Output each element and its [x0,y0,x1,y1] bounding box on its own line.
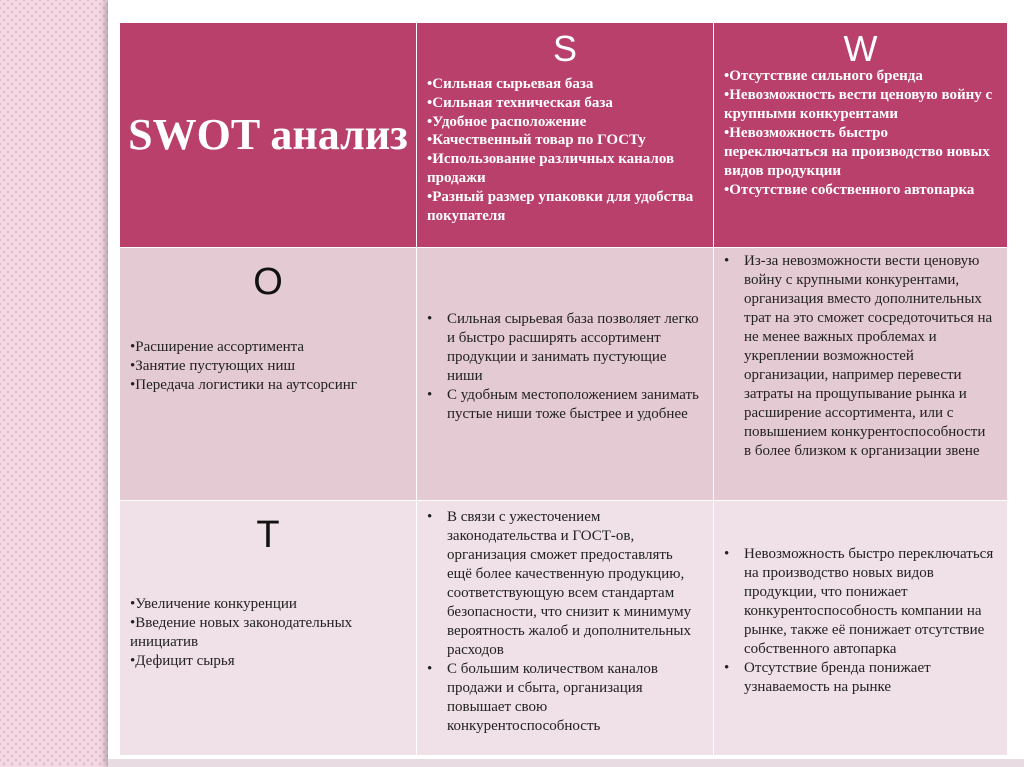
swot-title-cell [120,23,417,248]
list-item: • Из-за невозможности вести ценовую войну с крупными конкурентами, организация вместо дополнительных трат на это сможет сосредоточиться на не менее важных проблемах и укреплении возможностей организации, например перевести затраты на прощупывание рынка и расширение ассортимента, или с повышением конкурентоспособности в более близком к организации звене [744,252,995,461]
list-item: •Невозможность быстро переключаться на производство новых видов продукции [724,125,990,179]
weaknesses-letter: W [843,28,878,69]
wt-cell [714,501,1008,756]
st-cell [417,501,714,756]
weaknesses-cell [714,23,1008,248]
opportunities-letter: O [253,261,283,303]
list-item: •Удобное расположение [427,113,587,130]
weaknesses-list [724,67,995,200]
list-item: •Разный размер упаковки для удобства покупателя [427,188,694,224]
list-item: •Увеличение конкуренции [130,596,297,612]
list-item: •Расширение ассортимента [130,339,305,355]
list-item: •Введение новых законодательных инициатив [130,615,353,650]
list-item: •Использование различных каналов продажи [427,151,675,186]
st-list [417,508,713,736]
swot-title: SWOT анализ [128,110,408,159]
threats-letter: T [256,514,280,556]
opportunities-list [130,338,408,395]
list-item: •Отсутствие собственного автопарка [724,182,975,198]
threats-row [120,501,1008,756]
list-item: •Передача логистики на аутсорсинг [130,377,357,393]
list-item: •Занятие пустующих ниш [130,358,296,374]
list-item: • Сильная сырьевая база позволяет легко и быстро расширять ассортимент продукции и занимать пустующие ниши [447,310,701,386]
list-item: •Невозможность вести ценовую войну с крупными конкурентами [724,87,993,122]
list-item: •Сильная техническая база [427,94,613,111]
wo-list [714,252,1007,461]
list-item: • С большим количеством каналов продажи и сбыта, организация повышает свою конкурентоспособность [447,660,701,736]
list-item: •Сильная сырьевая база [427,76,594,92]
opportunities-cell [120,248,417,501]
opportunities-row [120,248,1008,501]
swot-table [119,22,1008,756]
list-item: • В связи с ужесточением законодательства и ГОСТ-ов, организация сможет предоставлять ещё более качественную продукцию, соответствующую всем стандартам безопасности, что снизит к минимуму вероятность жалоб и дополнительных расходов [447,508,701,660]
threats-cell [120,501,417,756]
wo-cell [714,248,1008,501]
list-item: • Невозможность быстро переключаться на производство новых видов продукции, что понижает конкурентоспособность компании на рынке, также её понижает отсутствие собственного автопарка [744,545,995,659]
so-list [417,310,713,424]
list-item: •Отсутствие сильного бренда [724,68,923,84]
wt-list [714,545,1007,697]
list-item: • С удобным местоположением занимать пустые ниши тоже быстрее и удобнее [447,386,701,424]
strengths-list [427,75,699,225]
list-item: •Дефицит сырья [130,653,235,669]
decorative-stripe [0,0,108,767]
list-item: • Отсутствие бренда понижает узнаваемость на рынке [744,659,995,697]
threats-list [130,595,408,671]
list-item: •Качественный товар по ГОСТу [427,132,646,149]
so-cell [417,248,714,501]
strengths-cell [417,23,714,248]
strengths-letter: S [552,28,577,69]
header-row [120,23,1008,248]
slide-bottom-bar [108,759,1024,767]
